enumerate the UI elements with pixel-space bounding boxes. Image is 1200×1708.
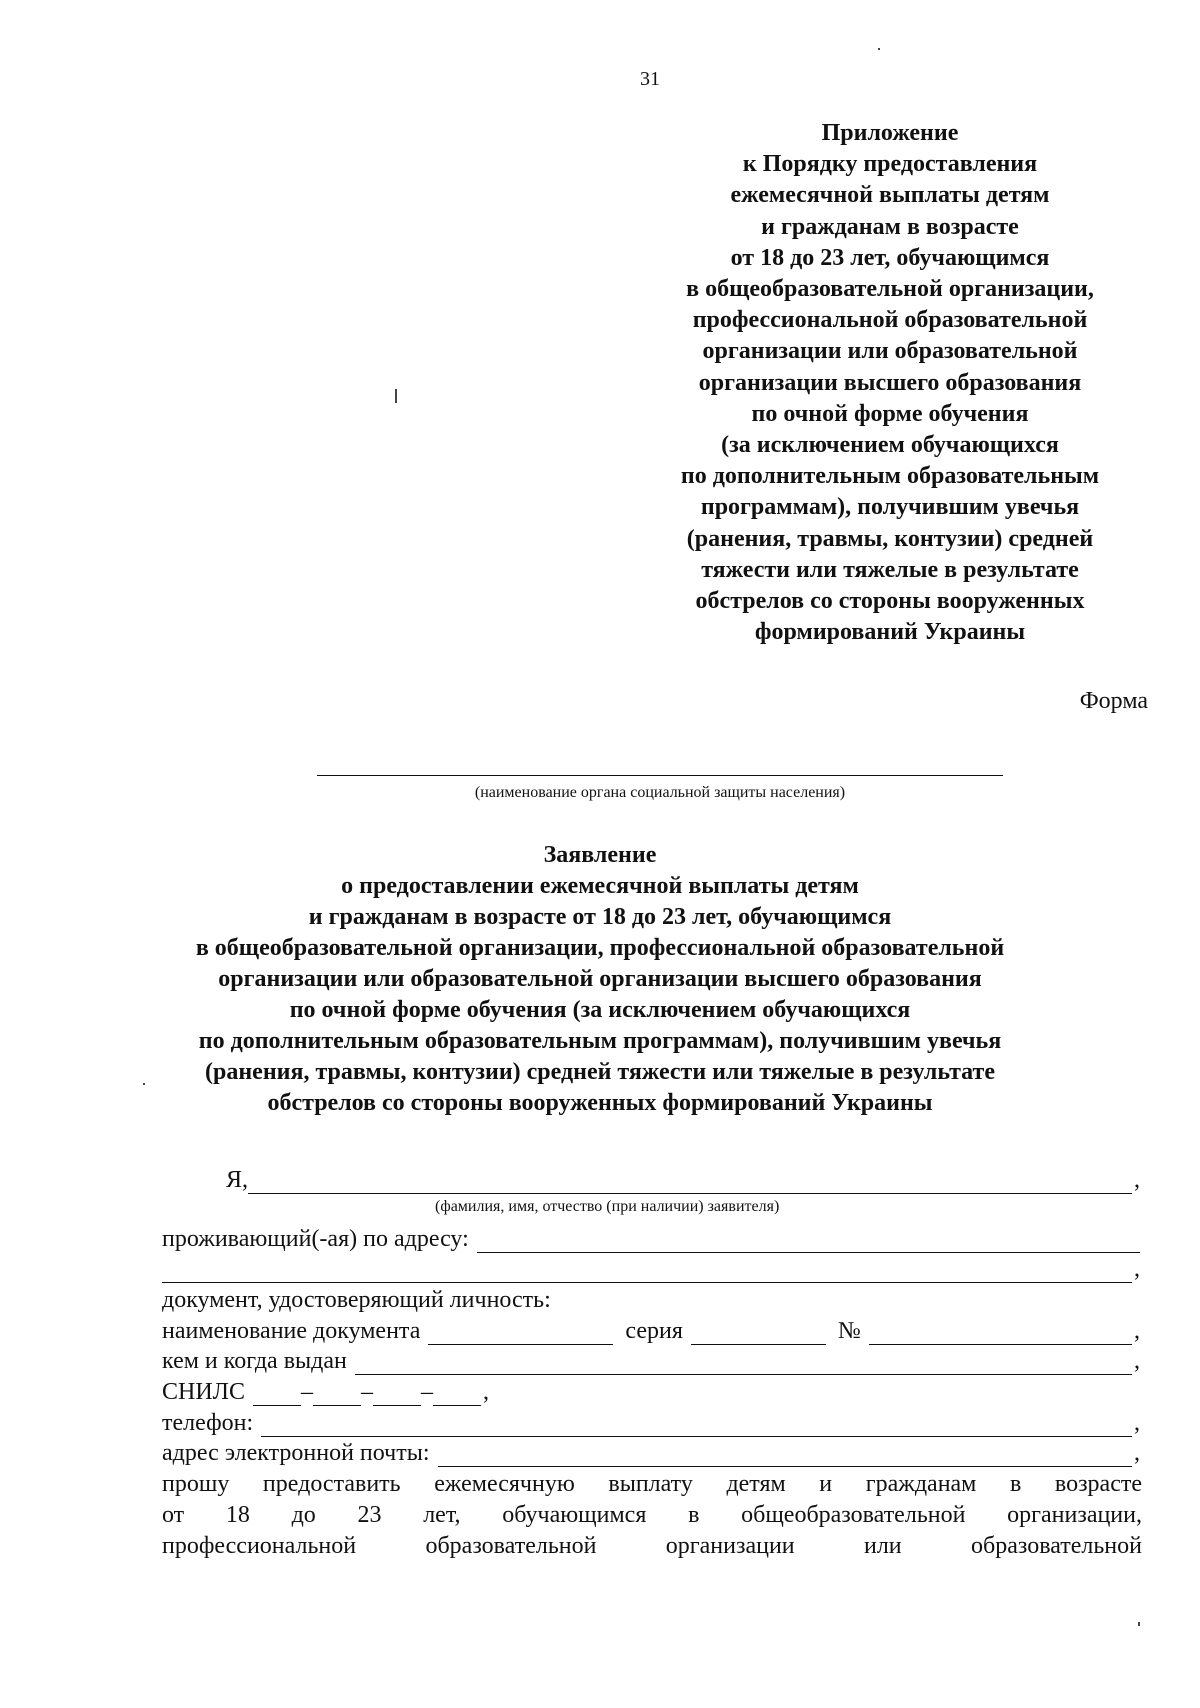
phone-row <box>162 1409 1140 1437</box>
snils-label: СНИЛС <box>162 1379 245 1405</box>
org-name-caption: (наименование органа социальной защиты населения) <box>474 784 846 801</box>
comma: , <box>1134 1440 1140 1466</box>
address-field[interactable] <box>477 1230 1140 1253</box>
number-field[interactable] <box>869 1322 1132 1345</box>
snils-field-part[interactable] <box>253 1383 301 1406</box>
scan-mark <box>878 48 880 50</box>
title-line: по дополнительным образовательным программам), получившим увечья <box>198 1028 1002 1054</box>
appendix-line: в общеобразовательной организации, <box>686 276 1094 303</box>
request-line: профессиональной образовательной организации или образовательной <box>162 1533 1142 1559</box>
request-line: от 18 до 23 лет, обучающимся в общеобразовательной организации, <box>162 1502 1142 1528</box>
title-line: по очной форме обучения (за исключением обучающихся <box>289 997 911 1023</box>
appendix-line: (ранения, травмы, контузии) средней <box>686 525 1094 552</box>
snils-dash: – <box>300 1379 313 1405</box>
form-label: Форма <box>1079 688 1148 714</box>
title-line: о предоставлении ежемесячной выплаты детям <box>341 873 859 899</box>
id-document-row <box>162 1286 551 1314</box>
issued-label: кем и когда выдан <box>162 1348 347 1374</box>
appendix-line: организации высшего образования <box>698 369 1082 396</box>
comma: , <box>1134 1348 1140 1374</box>
snils-field-part[interactable] <box>373 1383 421 1406</box>
applicant-name-field[interactable] <box>248 1171 1132 1194</box>
appendix-header <box>640 118 1140 648</box>
appendix-line: и гражданам в возрасте <box>761 213 1019 240</box>
appendix-line: по дополнительным образовательным <box>680 463 1100 490</box>
comma: , <box>1134 1410 1140 1436</box>
title-line: и гражданам в возрасте от 18 до 23 лет, обучающимся <box>308 904 892 930</box>
appendix-line: от 18 до 23 лет, обучающимся <box>730 244 1050 271</box>
appendix-line: программам), получившим увечья <box>700 494 1080 521</box>
scan-mark <box>143 1083 145 1085</box>
org-name-field[interactable] <box>317 775 1003 776</box>
email-field[interactable] <box>438 1444 1133 1467</box>
appendix-line: тяжести или тяжелые в результате <box>701 556 1079 583</box>
applicant-name-row <box>226 1166 1140 1194</box>
snils-field-part[interactable] <box>313 1383 361 1406</box>
page-number: 31 <box>640 68 660 90</box>
title-line: (ранения, травмы, контузии) средней тяжести или тяжелые в результате <box>205 1059 995 1085</box>
issued-row <box>162 1347 1140 1375</box>
appendix-line: Приложение <box>821 120 959 146</box>
snils-dash: – <box>360 1379 373 1405</box>
appendix-line: обстрелов со стороны вооруженных <box>695 588 1085 615</box>
appendix-line: по очной форме обучения <box>751 400 1029 427</box>
appendix-line: формирований Украины <box>754 619 1026 646</box>
comma: , <box>1134 1167 1140 1193</box>
title-line: организации или образовательной организации высшего образования <box>218 966 982 992</box>
address-row-2 <box>162 1255 1140 1283</box>
applicant-name-caption: (фамилия, имя, отчество (при наличии) заявителя) <box>435 1198 780 1215</box>
address-label: проживающий(-ая) по адресу: <box>162 1226 469 1252</box>
id-document-label: документ, удостоверяющий личность: <box>162 1287 551 1313</box>
title-line: Заявление <box>543 842 657 868</box>
document-title <box>140 840 1060 1119</box>
appendix-line: профессиональной образовательной <box>692 307 1088 334</box>
snils-field-part[interactable] <box>433 1383 481 1406</box>
address-field-continued[interactable] <box>162 1260 1132 1283</box>
snils-dash: – <box>420 1379 433 1405</box>
phone-label: телефон: <box>162 1410 254 1436</box>
series-field[interactable] <box>691 1322 826 1345</box>
document-name-label: наименование документа <box>162 1318 421 1344</box>
phone-field[interactable] <box>261 1414 1132 1437</box>
address-row <box>162 1225 1140 1253</box>
comma: , <box>1134 1318 1140 1344</box>
appendix-line: ежемесячной выплаты детям <box>730 182 1050 209</box>
email-label: адрес электронной почты: <box>162 1440 430 1466</box>
email-row <box>162 1439 1140 1467</box>
appendix-line: (за исключением обучающихся <box>721 432 1059 459</box>
scan-mark <box>395 389 397 403</box>
title-line: в общеобразовательной организации, профессиональной образовательной <box>195 935 1005 961</box>
title-line: обстрелов со стороны вооруженных формирований Украины <box>267 1090 933 1116</box>
comma: , <box>1134 1256 1140 1282</box>
number-label: № <box>837 1318 861 1344</box>
request-line: прошу предоставить ежемесячную выплату детям и гражданам в возрасте <box>162 1471 1142 1497</box>
series-label: серия <box>625 1318 683 1344</box>
snils-row <box>162 1378 489 1406</box>
appendix-line: к Порядку предоставления <box>742 151 1038 178</box>
comma: , <box>482 1379 489 1405</box>
issued-field[interactable] <box>355 1352 1132 1375</box>
document-details-row <box>162 1317 1140 1345</box>
applicant-label: Я, <box>226 1167 249 1193</box>
appendix-line: организации или образовательной <box>702 338 1078 365</box>
document-name-field[interactable] <box>428 1322 613 1345</box>
scan-mark <box>1138 1622 1140 1626</box>
